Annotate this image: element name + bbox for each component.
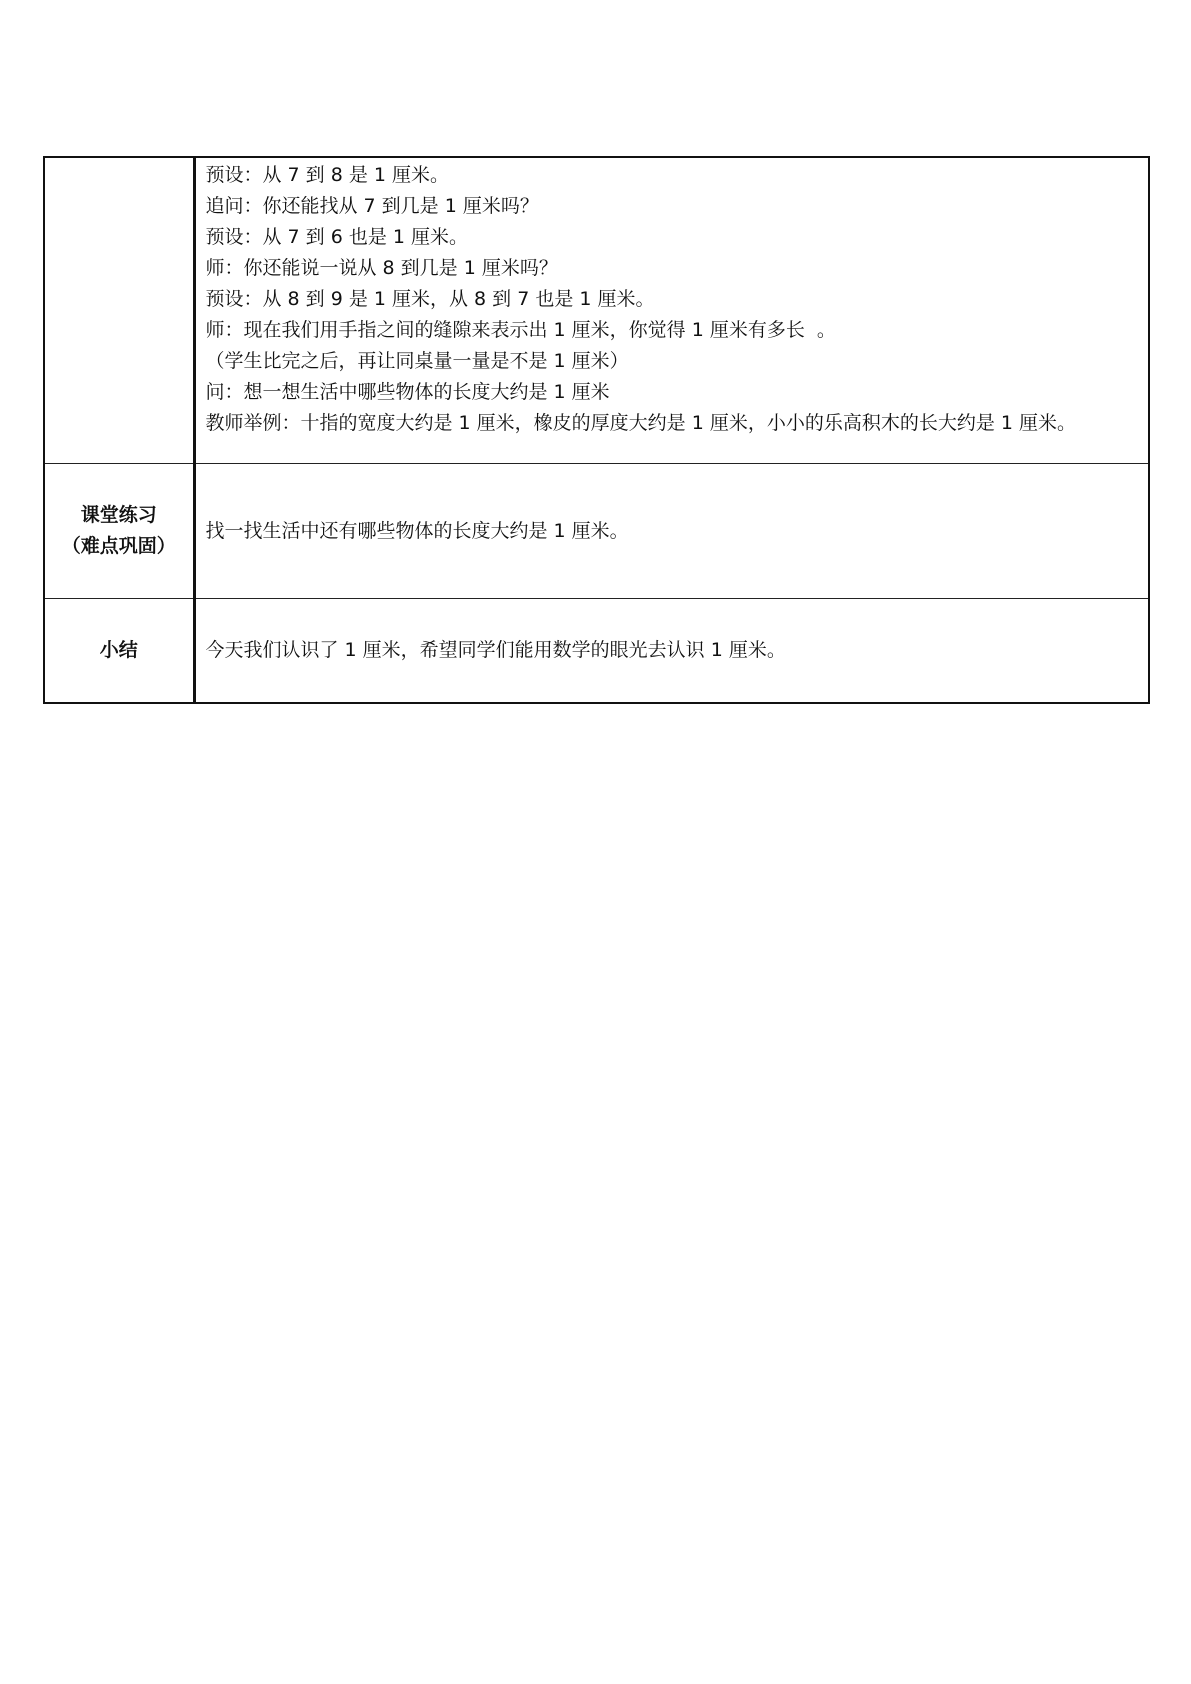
process-line: 问：想一想生活中哪些物体的长度大约是 1 厘米	[205, 381, 610, 403]
practice-sublabel: （难点巩固）	[61, 535, 176, 557]
summary-content-cell	[194, 599, 1149, 704]
process-line: 追问：你还能找从 7 到几是 1 厘米吗？	[205, 195, 539, 217]
summary-row	[44, 599, 1149, 704]
process-line: 教师举例：十指的宽度大约是 1 厘米，橡皮的厚度大约是 1 厘米，小小的乐高积木的长大约是 1 厘米。	[205, 412, 1077, 434]
summary-content: 今天我们认识了 1 厘米，希望同学们能用数学的眼光去认识 1 厘米。	[205, 639, 786, 661]
practice-label: 课堂练习	[80, 504, 157, 526]
process-line: 预设：从 7 到 6 也是 1 厘米。	[205, 226, 469, 248]
process-line: 预设：从 7 到 8 是 1 厘米。	[205, 164, 450, 186]
classroom-practice-row	[44, 464, 1149, 599]
process-content-cell	[194, 157, 1149, 464]
process-label-cell	[44, 157, 194, 464]
lesson-plan-table	[43, 156, 1150, 704]
summary-label: 小结	[99, 639, 138, 661]
practice-content-cell	[194, 464, 1149, 599]
process-line: 预设：从 8 到 9 是 1 厘米，从 8 到 7 也是 1 厘米。	[205, 288, 655, 310]
teaching-process-row	[44, 157, 1149, 464]
process-line: （学生比完之后，再让同桌量一量是不是 1 厘米）	[205, 350, 629, 372]
practice-label-cell	[44, 464, 194, 599]
process-line: 师：现在我们用手指之间的缝隙来表示出 1 厘米，你觉得 1 厘米有多长 。	[205, 319, 836, 341]
summary-label-cell	[44, 599, 194, 704]
practice-content: 找一找生活中还有哪些物体的长度大约是 1 厘米。	[205, 519, 629, 542]
process-line: 师：你还能说一说从 8 到几是 1 厘米吗？	[205, 257, 558, 279]
